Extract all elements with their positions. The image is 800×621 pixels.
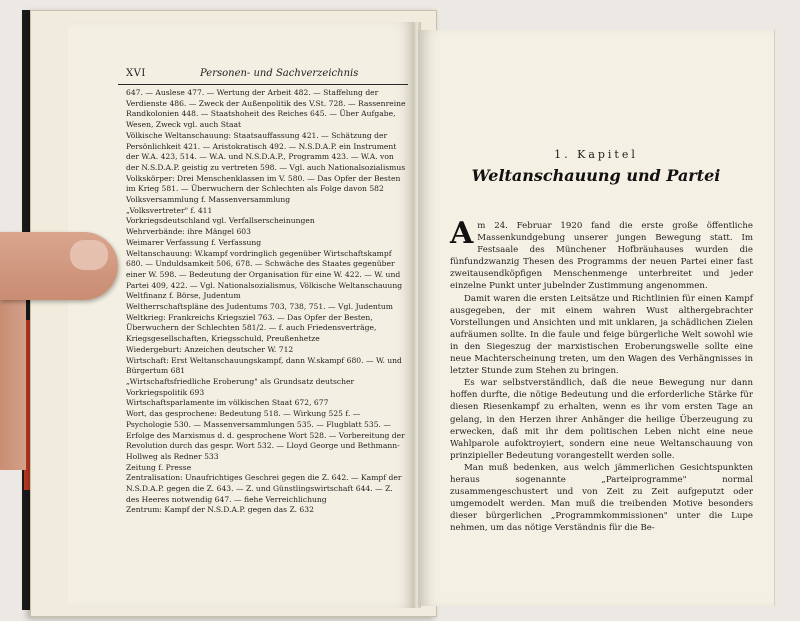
hand-palm <box>0 280 26 470</box>
index-entry: Weltherrschaftspläne des Judentums 703, 738, 751. — Vgl. Judentum <box>126 302 393 312</box>
paragraph <box>450 216 753 293</box>
chapter-body <box>450 216 753 534</box>
thumbnail <box>70 240 108 270</box>
index-entry: Vorkriegsdeutschland vgl. Verfallserscheinungen <box>126 216 315 226</box>
paragraph: Es war selbstverständlich, daß die neue Bewegung nur dann hoffen durfte, die nötige Bedeutung und die erforderliche Stärke für diesen Riesenkampf zu erhalten, wenn es ihr vom ersten Tage an gelang, in den Herzen ihrer Anhänger die heilige Überzeugung zu erwecken, daß mit ihr dem politischen Leben nicht eine neue Wahlparole aufoktroyiert, sondern eine neue Weltanschauung von prinzipieller Bedeutung vorangestellt werden solle. <box>450 378 753 461</box>
left-page-header <box>118 66 408 85</box>
index-entry: Wiedergeburt: Anzeichen deutscher W. 712 <box>126 344 294 354</box>
drop-cap: A <box>450 216 474 251</box>
chapter-title: Weltanschauung und Partei <box>471 166 721 185</box>
paragraph: Damit waren die ersten Leitsätze und Richtlinien für einen Kampf ausgegeben, der mit einem wahren Wust althergebrachter Vorstellungen und Ansichten und mit unklaren, ja schädlichen Zielen aufräumen sollte. In die faule und feige bürgerliche Welt sowohl wie in den Siegeszug der marxistischen Eroberungswelle sollte eine neue Machterscheinung treten, um den Wagen des Verhängnisses in letzter Stunde zum Stehen zu bringen. <box>450 293 753 377</box>
index-entry: Völkische Weltanschauung: Staatsauffassung 421. — Schätzung der Persönlichkeit 421. — Aristokratisch 492. — N.S.D.A.P. ein Instrument der W.A. 423, 514. — W.A. und N.S.D.A.P., Programm 423. — W.A. von der N.S.D.A.P. geistig zu vertreten 598. — Vgl. auch Nationalsozialismus <box>126 130 406 172</box>
paragraph-text: m 24. Februar 1920 fand die erste große öffentliche Massenkundgebung unserer jungen Bewegung statt. Im Festsaale des Münchener Hofbräuhauses wurden die fünfundzwanzig Thesen des Programms der neuen Partei einer fast zweitausendköpfigen Menschenmenge unterbreitet und jeder einzelne Punkt unter jubelnder Zustimmung angenommen. <box>450 221 753 292</box>
chapter-label: 1. Kapitel <box>554 148 638 161</box>
index-entry: Zentralisation: Unaufrichtiges Geschrei gegen die Z. 642. — Kampf der N.S.D.A.P. gegen die Z. 643. — Z. und Günstlingswirtschaft 644. — Z. des Heeres notwendig 647. — fiehe Verreichlichung <box>126 473 402 504</box>
index-entry: Weltkrieg: Frankreichs Kriegsziel 763. — Das Opfer der Besten, Überwuchern der Schlechten 581/2. — f. auch Friedensverträge, Kriegsgesellschaften, Kriegsschuld, Preußenhetze <box>126 312 377 344</box>
index-entry: Volksversammlung f. Massenversammlung <box>126 195 291 205</box>
index-entry: Zeitung f. Presse <box>126 462 192 472</box>
header-title: Personen- und Sachverzeichnis <box>200 68 359 79</box>
index-entry: Weimarer Verfassung f. Verfassung <box>126 237 262 247</box>
index-entry: Wirtschaftsparlamente im völkischen Staat 672, 677 <box>126 398 329 408</box>
index-entry: Wehrverbände: ihre Mängel 603 <box>126 227 251 237</box>
page-number: XVI <box>126 68 146 79</box>
index-entry: Weltanschauung: W.kampf vordringlich gegenüber Wirtschaftskampf 680. — Unduldsamkeit 506, 678. — Schwäche des Staates gegenüber einer W. 598. — Bedeutung der Organisation für eine W. 422. — W. und Partei 409, 422. — Vgl. Nationalsozialismus, Völkische Weltanschauung <box>126 248 403 290</box>
paragraph: Man muß bedenken, aus welch jämmerlichen Gesichtspunkten heraus sogenannte „Parteiprogramme" normal zusammengeschustert und von Zeit zu Zeit aufgeputzt oder umgemodelt werden. Man muß die treibenden Motive besonders dieser bürgerlichen „Programmkommissionen" unter die Lupe nehmen, um das nötige Verständnis für die Be- <box>450 462 753 534</box>
index-entry: Volkskörper: Drei Menschenklassen im V. 580. — Das Opfer der Besten im Krieg 581. — Überwuchern der Schlechten als Folge davon 582 <box>126 173 401 194</box>
index-entry: Wirtschaft: Erst Weltanschauungskampf, dann W.skampf 680. — W. und Bürgertum 681 <box>126 355 402 376</box>
index-entry: Zentrum: Kampf der N.S.D.A.P. gegen das Z. 632 <box>126 505 314 515</box>
index-entry: 647. — Auslese 477. — Wertung der Arbeit 482. — Staffelung der Verdienste 486. — Zweck der Außenpolitik des V.St. 728. — Rassenreine Randkolonien 448. — Staatshoheit des Reiches 645. — Über Aufgabe, Wesen, Zweck vgl. auch Staat <box>126 88 406 130</box>
index-entry: „Wirtschaftsfriedliche Eroberung" als Grundsatz deutscher Vorkriegspolitik 693 <box>126 376 355 397</box>
index-entry: Weltfinanz f. Börse, Judentum <box>126 291 241 301</box>
index-list <box>126 88 406 516</box>
index-entry: Wort, das gesprochene: Bedeutung 518. — Wirkung 525 f. — Psychologie 530. — Massenversammlungen 535. — Flugblatt 535. — Erfolge des Marxismus d. d. gesprochene Wort 528. — Vorbereitung der Revolution durch das gespr. Wort 532. — Lloyd George und Bethmann-Hollweg als Redner 533 <box>126 409 405 461</box>
index-entry: „Volksvertreter" f. 411 <box>126 205 213 215</box>
